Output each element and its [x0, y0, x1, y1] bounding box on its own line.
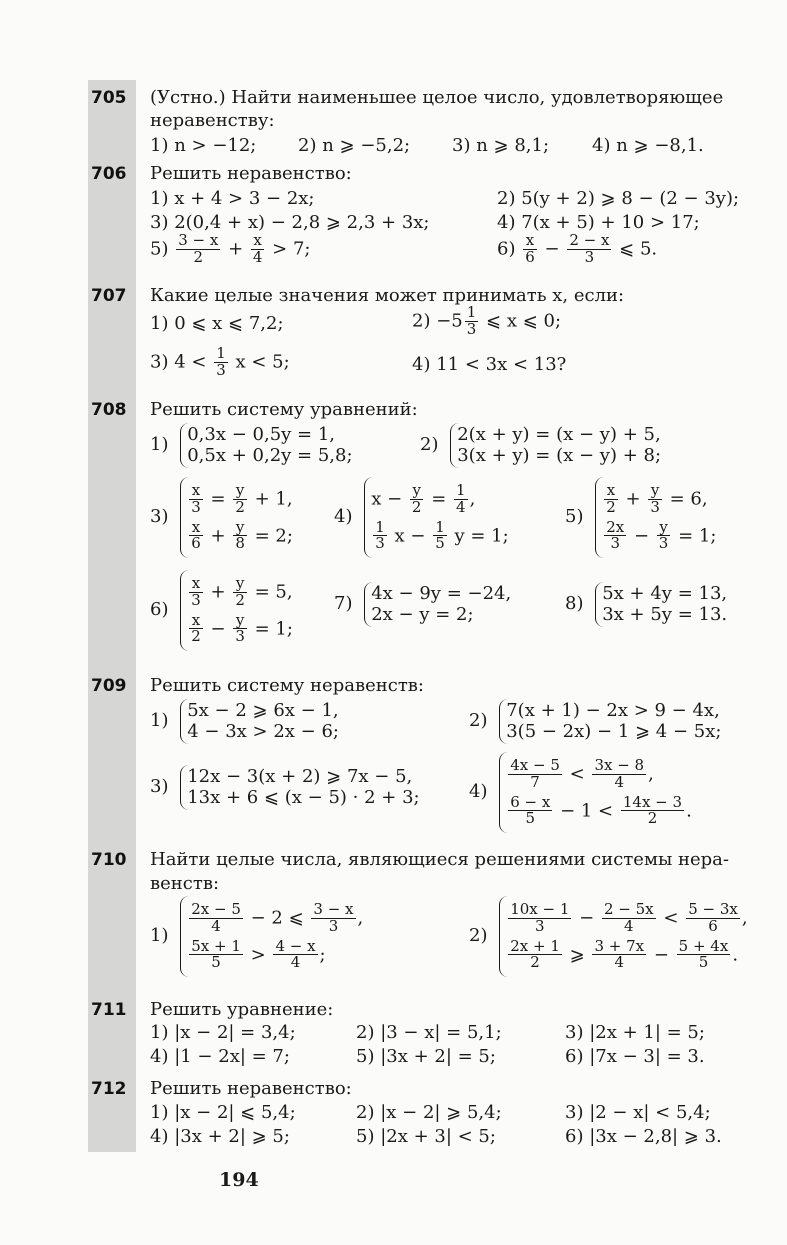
problem-number: 710: [91, 850, 127, 870]
problem-number-gutter: [88, 80, 136, 1152]
problem-item: 5) |2x + 3| < 5;: [356, 1126, 496, 1147]
problem-number: 708: [91, 400, 127, 420]
problem-item: 3) 4 < $\frac{1}{3}$ x < 5;: [150, 344, 290, 379]
problem-item: 3) n ⩾ 8,1;: [452, 135, 550, 156]
problem-prompt: Решить уравнение:: [150, 999, 334, 1020]
inequality-system: 1) 5x − 2 ⩾ 6x − 1, 4 − 3x > 2x − 6;: [150, 699, 339, 744]
problem-item: 3) |2 − x| < 5,4;: [565, 1102, 711, 1123]
problem-number: 707: [91, 286, 127, 306]
problem-item: 1) |x − 2| ⩽ 5,4;: [150, 1102, 296, 1123]
problem-number: 705: [91, 88, 127, 108]
problem-item: 4) |1 − 2x| = 7;: [150, 1046, 290, 1067]
problem-prompt: Решить систему неравенств:: [150, 675, 424, 696]
problem-item: 5) |3x + 2| = 5;: [356, 1046, 496, 1067]
problem-prompt: Решить неравенство:: [150, 1078, 352, 1099]
equation-system: 6) $\frac{x}{3}$ + $\frac{y}{2}$ = 5, $\frac{x}{2}$ − $\frac{y}{3}$ = 1;: [150, 570, 293, 651]
problem-item: 6) |7x − 3| = 3.: [565, 1046, 705, 1067]
problem-item: 2) −5 $\frac{1}{3}$ ⩽ x ⩽ 0;: [412, 303, 562, 338]
problem-prompt: Решить неравенство:: [150, 163, 352, 184]
equation-system: 7) 4x − 9y = −24, 2x − y = 2;: [334, 582, 511, 627]
equation-system: 4) x − $\frac{y}{2}$ = $\frac{1}{4}$ , $\frac{1}{3}$ x − $\frac{1}{5}$ y = 1;: [334, 477, 509, 558]
problem-number: 712: [91, 1079, 127, 1099]
problem-number: 709: [91, 676, 127, 696]
problem-item: 2) |x − 2| ⩾ 5,4;: [356, 1102, 502, 1123]
equation-system: 1) 0,3x − 0,5y = 1, 0,5x + 0,2y = 5,8;: [150, 423, 353, 468]
problem-item: 2) 5(y + 2) ⩾ 8 − (2 − 3y);: [497, 188, 740, 209]
problem-number: 706: [91, 164, 127, 184]
problem-prompt: Решить систему уравнений:: [150, 399, 418, 420]
problem-item: 1) x + 4 > 3 − 2x;: [150, 188, 315, 209]
page-number: 194: [219, 1169, 259, 1191]
problem-prompt: неравенству:: [150, 110, 275, 131]
equation-system: 5) $\frac{x}{2}$ + $\frac{y}{3}$ = 6, $\frac{2x}{3}$ − $\frac{y}{3}$ = 1;: [565, 477, 716, 558]
problem-prompt: Найти целые числа, являющиеся решениями системы нера-: [150, 849, 729, 870]
problem-prompt: (Устно.) Найти наименьшее целое число, удовлетворяющее: [150, 87, 724, 108]
inequality-system: 4) $\frac{4x - 5}{7}$ < $\frac{3x - 8}{4}$ , $\frac{6 - x}{5}$ − 1 < $\frac{14x - 3}{2}$ .: [469, 752, 692, 833]
problem-item: 6) $\frac{x}{6}$ − $\frac{2 - x}{3}$ ⩽ 5.: [497, 231, 658, 266]
equation-system: 3) $\frac{x}{3}$ = $\frac{y}{2}$ + 1, $\frac{x}{6}$ + $\frac{y}{8}$ = 2;: [150, 477, 293, 558]
problem-number: 711: [91, 1000, 127, 1020]
problem-item: 4) |3x + 2| ⩾ 5;: [150, 1126, 290, 1147]
problem-item: 3) 2(0,4 + x) − 2,8 ⩾ 2,3 + 3x;: [150, 212, 430, 233]
inequality-system: 3) 12x − 3(x + 2) ⩾ 7x − 5, 13x + 6 ⩽ (x − 5) · 2 + 3;: [150, 765, 420, 810]
inequality-system: 2) 7(x + 1) − 2x > 9 − 4x, 3(5 − 2x) − 1 ⩾ 4 − 5x;: [469, 699, 721, 744]
problem-prompt: венств:: [150, 873, 220, 894]
problem-item: 2) |3 − x| = 5,1;: [356, 1022, 502, 1043]
problem-item: 6) |3x − 2,8| ⩾ 3.: [565, 1126, 722, 1147]
inequality-system: 2) $\frac{10x - 1}{3}$ − $\frac{2 - 5x}{4}$ < $\frac{5 - 3x}{6}$ , $\frac{2x + 1}{2}$ ⩾ $\frac{3 + 7x}{4}$ − $\frac{5 + 4x}{5}$ .: [469, 896, 748, 977]
problem-item: 4) n ⩾ −8,1.: [592, 135, 704, 156]
problem-item: 5) $\frac{3 - x}{2}$ + $\frac{x}{4}$ > 7;: [150, 231, 311, 266]
problem-item: 4) 11 < 3x < 13?: [412, 354, 567, 375]
problem-item: 1) n > −12;: [150, 135, 257, 156]
problem-item: 1) 0 ⩽ x ⩽ 7,2;: [150, 313, 284, 334]
problem-item: 4) 7(x + 5) + 10 > 17;: [497, 212, 700, 233]
equation-system: 2) 2(x + y) = (x − y) + 5, 3(x + y) = (x − y) + 8;: [420, 423, 661, 468]
problem-item: 1) |x − 2| = 3,4;: [150, 1022, 296, 1043]
problem-prompt: Какие целые значения может принимать x, если:: [150, 285, 625, 306]
inequality-system: 1) $\frac{2x - 5}{4}$ − 2 ⩽ $\frac{3 - x}{3}$ , $\frac{5x + 1}{5}$ > $\frac{4 - x}{4}$ ;: [150, 896, 363, 977]
problem-item: 3) |2x + 1| = 5;: [565, 1022, 705, 1043]
problem-item: 2) n ⩾ −5,2;: [298, 135, 411, 156]
equation-system: 8) 5x + 4y = 13, 3x + 5y = 13.: [565, 582, 727, 627]
